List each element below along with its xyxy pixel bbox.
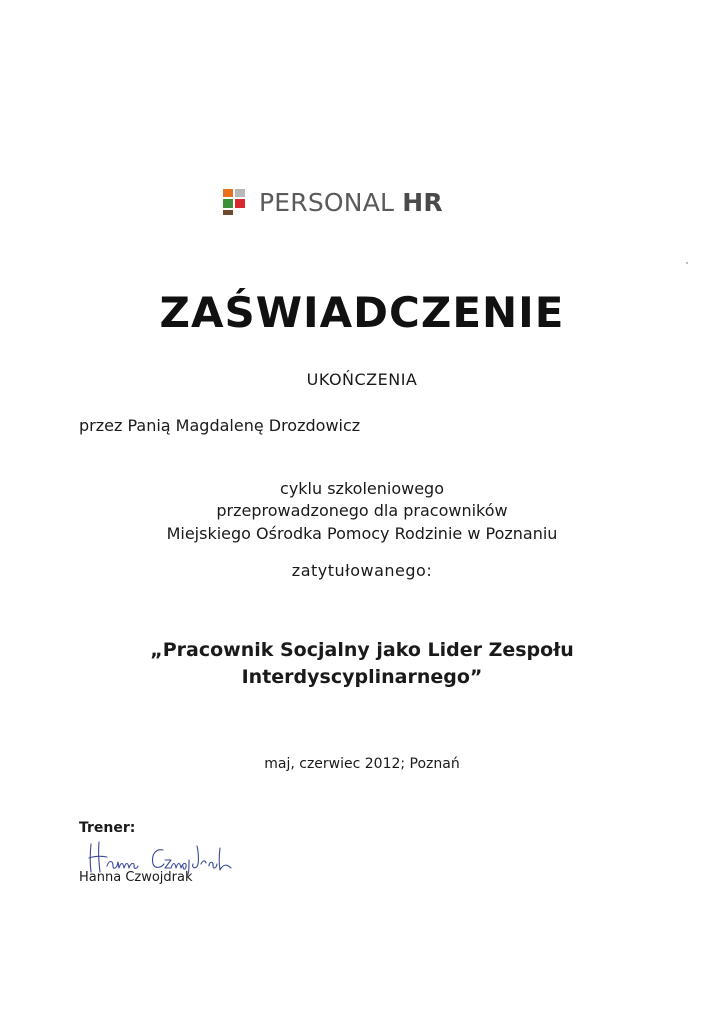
certificate-subtitle: UKOŃCZENIA <box>306 370 418 389</box>
course-title <box>0 637 724 691</box>
logo-wordmark <box>259 188 443 217</box>
trainer-name: Hanna Czwojdrak <box>79 870 193 885</box>
course-title-line-1: „Pracownik Socjalny jako Lider Zespołu <box>150 639 574 661</box>
logo-text-bold: HR <box>402 187 443 217</box>
date-place: maj, czerwiec 2012; Poznań <box>264 756 460 772</box>
body-line-2: przeprowadzonego dla pracowników <box>216 501 508 520</box>
logo-text-main: PERSONAL <box>259 187 395 217</box>
body-line-1: cyklu szkoleniowego <box>280 479 444 498</box>
recipient-line: przez Panią Magdalenę Drozdowicz <box>79 416 361 435</box>
trainer-label: Trener: <box>79 820 136 836</box>
course-title-line-2: Interdyscyplinarnego” <box>241 666 483 688</box>
scan-speck <box>686 262 688 264</box>
body-line-3: Miejskiego Ośrodka Pomocy Rodzinie w Poznaniu <box>166 524 558 543</box>
company-logo <box>223 186 443 218</box>
body-line-4: zatytułowanego: <box>291 561 433 580</box>
logo-squares-icon <box>223 189 245 215</box>
certificate-title: ZAŚWIADCZENIE <box>159 288 565 337</box>
